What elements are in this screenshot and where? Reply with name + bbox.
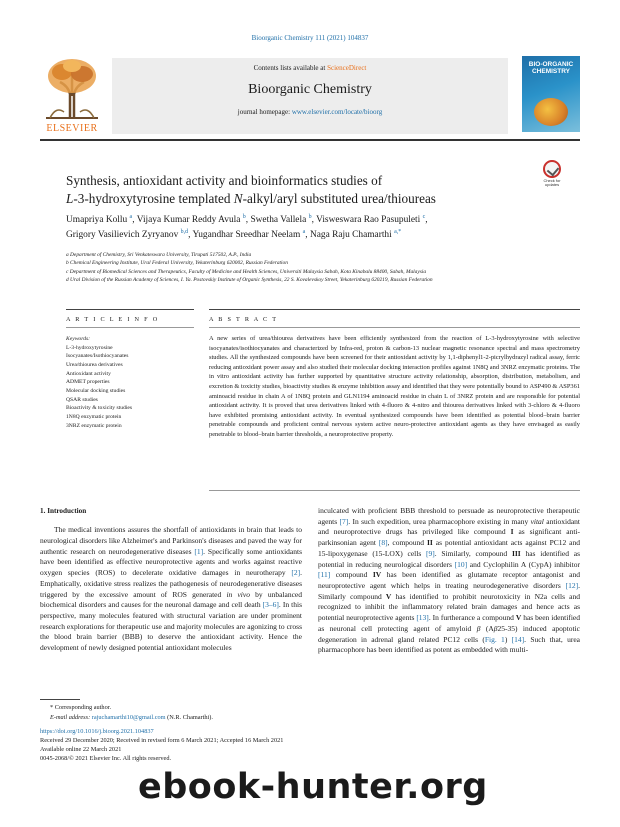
check-updates-icon xyxy=(543,160,561,178)
reference-link[interactable]: [9] xyxy=(426,548,435,558)
check-updates-label: Check for updates xyxy=(543,178,561,188)
text-run: . Such that, urea pharmacophore has been identified as potent as embedded with multi- xyxy=(318,634,580,655)
keyword-item: QSAR studies xyxy=(66,396,98,403)
title-segment: -3-hydroxytyrosine templated xyxy=(73,190,234,206)
text-run: (A xyxy=(480,623,494,633)
text-run: and Cyclophilin A (CypA) inhibitor xyxy=(467,559,580,569)
reference-link[interactable]: [7] xyxy=(339,516,349,526)
article-info-heading: A R T I C L E I N F O xyxy=(66,316,160,323)
journal-citation[interactable]: Bioorganic Chemistry 111 (2021) 104837 xyxy=(251,34,369,42)
received-dates: Received 29 December 2020; Received in revised form 6 March 2021; Accepted 16 March 2021 xyxy=(40,737,284,745)
section-heading-introduction: 1. Introduction xyxy=(40,507,87,515)
text-run: β xyxy=(476,623,481,633)
author-name[interactable]: Yugandhar Sreedhar Neelam xyxy=(192,230,301,241)
body-column-left xyxy=(40,506,302,654)
reference-link[interactable]: [10] xyxy=(454,559,468,569)
email-label: E-mail address: xyxy=(50,713,92,721)
text-run: 25-35) induced apoptotic degeneration in adrenal gland related PC12 cells ( xyxy=(318,623,580,644)
reference-link[interactable]: [14] xyxy=(511,634,525,644)
reference-link[interactable]: [1] xyxy=(194,546,204,556)
keyword-item: Bioactivity & toxicity studies xyxy=(66,405,133,412)
available-online: Available online 22 March 2021 xyxy=(40,746,122,754)
affiliation-item: c Department of Biomedical Sciences and Therapeutics, Faculty of Medicine and Health Sciences, Universiti Malaysia Sabah, Kota Kinabalu 88400, Sabah, Malaysia xyxy=(66,268,427,275)
text-run: has been identified as glutamate receptor antagonist and neuroprotective agent which helps in treating neurodegenerative disorders xyxy=(318,570,581,591)
abstract-text: A new series of urea/thiourea derivatives have been efficiently synthesized from the reaction of L-3-hydroxytyrosine with selective isocyanates/isothiocyanates and characterized by Infra-red, proton & carbon-13 nuclear magnetic resonance spectral and mass spectrometry studies. All the synthesized compounds have been screened for their antioxidant activity by 1,1-diphenyl1-2-picrylhydrazyl radical assay, ferric reducing antioxidant power assay and also studied their molecular docking interaction profiles against 1N8Q and 3NRZ enzymatic proteins. The in vitro antioxidant activity has further supported by quantitative structure activity relationship, absorption, distribution, metabolism, and excretion & toxicity studies, bioactivity studies & enzyme inhibition assay and identified that they were potentially bound to ASP490 & ASP361 aminoacid residue in chain A of 1N8Q protein and GLN1194 aminoacid residue in chain L of 3NRZ protein and are responsible for potential antioxidant activity. It is proved that urea derivatives linked with 4-fluoro & 4-nitro and thiourea derivatives linked with 3-chloro & 4-fluoro have exhibited promising antioxidant activity. In eventual synthesized compounds have been identified as potential blood–brain barrier penetrable compounds and proficient central nervous system active neuro-protective antioxidant agents as they have envisaged as easily penetrable to blood–brain barrier thresholds, a neuroprotective property. xyxy=(209,335,580,439)
watermark: ebook-hunter.org xyxy=(138,767,488,807)
author-affiliation-marker[interactable]: a xyxy=(129,214,133,220)
journal-header xyxy=(40,56,580,136)
text-run: β xyxy=(493,623,498,633)
text-run: antioxidant and neuroprotective drugs has privileged like compound xyxy=(318,516,580,537)
reference-link[interactable]: [13] xyxy=(416,613,429,623)
elsevier-logo[interactable] xyxy=(40,56,104,136)
reference-link[interactable]: [2] xyxy=(291,568,301,578)
keyword-item: Molecular docking studies xyxy=(66,387,126,394)
contents-line xyxy=(112,64,508,72)
title-segment-end: -alkyl/aryl substituted urea/thioureas xyxy=(242,190,436,206)
homepage-line xyxy=(112,108,508,116)
keyword-item: L-3-hydroxytyrosine xyxy=(66,344,113,351)
text-run: . Similarly, compound xyxy=(434,548,512,558)
article-title xyxy=(66,172,506,207)
elsevier-tree-icon xyxy=(40,56,104,122)
footnote-rule xyxy=(40,699,80,700)
elsevier-wordmark: ELSEVIER xyxy=(46,123,98,134)
article-info-subrule xyxy=(66,327,194,328)
reference-link[interactable]: [11] xyxy=(318,570,331,580)
keyword-item: Antioxidant activity xyxy=(66,370,111,377)
text-run: V xyxy=(385,591,392,601)
cover-image xyxy=(534,98,568,126)
affiliation-item: d Ural Division of the Russian Academy of Sciences, I. Ya. Postovskiy Institute of Organic Synthesis, 22 S. Kovalevskoy Street, Yekaterinburg 620219, Russian Federation xyxy=(66,277,433,284)
text-run: , compound xyxy=(387,538,427,548)
author-name[interactable]: Grigory Vasilievich Zyryanov xyxy=(66,230,179,241)
text-run: I xyxy=(510,527,514,537)
article-info-rule xyxy=(66,309,194,310)
text-run: IV xyxy=(372,570,382,580)
abstract-subrule xyxy=(209,327,580,328)
contents-prefix: Contents lists available at xyxy=(253,64,328,72)
author-list: Umapriya Kollu $^a$, Vijaya Kumar Reddy Avula $^b$, Swetha Vallela $^b$, Visweswara Rao Pasupuleti $^c$, Grigory Vasilievich Zyryanov $^{b,d}$, Yugandhar Sreedhar Neelam $^a$, Naga Raju Chamarthi $^{a,*}$ xyxy=(66,214,428,241)
keyword-item: Isocyanates/Isothiocyanates xyxy=(66,353,129,360)
email-link[interactable]: rajuchamarthi10@gmail.com xyxy=(91,713,166,721)
doi-link[interactable]: https://doi.org/10.1016/j.bioorg.2021.104837 xyxy=(40,728,154,735)
affiliation-list xyxy=(66,251,566,285)
affiliation-item: b Chemical Engineering Institute, Ural Federal University, Yekaterinburg 620002, Russian Federation xyxy=(66,260,288,267)
title-l-italic: L xyxy=(66,190,74,206)
copyright-line: 0045-2068/© 2021 Elsevier Inc. All rights reserved. xyxy=(40,755,172,763)
homepage-prefix: journal homepage: xyxy=(237,108,292,116)
text-run: in vivo xyxy=(226,589,250,599)
text-run: by unbalanced biochemical disorders and causes for the neuronal damage and cell death xyxy=(40,589,302,610)
title-line-2 xyxy=(66,190,506,208)
affiliation-item: a Department of Chemistry, Sri Venkateswara University, Tirupati 517502, A.P., India xyxy=(66,252,252,258)
text-run: has been identified as neuronal cell protecting agent of amyloid xyxy=(318,613,580,633)
author-affiliation-marker[interactable]: b xyxy=(242,214,246,220)
author-affiliation-marker[interactable]: a xyxy=(302,229,306,236)
cover-title: BIO-ORGANIC CHEMISTRY xyxy=(528,61,574,75)
abstract-bottom-rule xyxy=(209,490,580,491)
text-run: . Similarly compound xyxy=(318,581,580,601)
author-affiliation-marker[interactable]: b xyxy=(308,214,312,220)
header-divider xyxy=(40,139,580,141)
text-run: . In such expedition, urea pharmacophore existing in many xyxy=(348,516,531,526)
text-run: has identified to prohibit neurotoxicity in N2a cells and recognized to inhibit the inflammatory related brain damages and hence acts as potential neuroprotective agents xyxy=(318,591,580,623)
intro-paragraph-2 xyxy=(318,506,580,656)
keyword-item: 3NRZ enzymatic protein xyxy=(66,422,122,429)
text-run: . In furtherance a compound xyxy=(428,613,516,623)
author-name[interactable]: Naga Raju Chamarthi xyxy=(309,230,392,241)
keyword-item: 1N8Q enzymatic protein xyxy=(66,413,122,420)
text-run: as significant anti-parkinsonian agent xyxy=(318,527,580,548)
text-run: ) xyxy=(504,634,512,644)
author-affiliation-marker[interactable]: b,d xyxy=(180,229,189,236)
journal-info-box xyxy=(112,58,508,134)
author-name[interactable]: Swetha Vallela xyxy=(250,215,307,226)
title-line-1: Synthesis, antioxidant activity and bioinformatics studies of xyxy=(66,173,383,188)
text-run: inculcated with proficient BBB threshold to persuade as neuroprotective therapeutic agents xyxy=(318,506,580,526)
email-line xyxy=(40,713,340,723)
publication-info xyxy=(40,727,440,764)
author-affiliation-marker[interactable]: a,* xyxy=(394,229,402,236)
keyword-item: Urea/thiourea derivatives xyxy=(66,361,123,368)
text-run: . In this perspective, many molecules featured with structural variation are under prominent research explorations for therapeutic use and majority molecules are agonizing to cross the blood brain barrier (BBB) to deserve the antioxidant activity. Hence the development of newly designed potential antioxidant molecules xyxy=(40,600,302,653)
check-for-updates-button[interactable] xyxy=(538,160,566,190)
journal-cover-thumbnail[interactable] xyxy=(522,56,580,132)
title-n-italic: N xyxy=(233,190,243,206)
text-run: III xyxy=(511,548,521,558)
text-run: . Emphatically, oxidative stress realizes the pathogenesis of neurodegenerative diseases triggered by the excessive amount of ROS generated xyxy=(40,568,302,599)
intro-paragraph-1 xyxy=(40,525,302,654)
author-affiliation-marker[interactable]: c xyxy=(422,214,426,220)
author-name[interactable]: Umapriya Kollu xyxy=(66,215,128,226)
abstract-heading: A B S T R A C T xyxy=(209,316,278,323)
reference-link[interactable]: [12] xyxy=(565,581,579,591)
email-suffix: (N.R. Chamarthi). xyxy=(165,713,213,721)
reference-link[interactable]: Fig. 1 xyxy=(484,634,505,644)
text-run: has identified as potential in reducing neurological disorders xyxy=(318,548,580,569)
text-run: compound xyxy=(330,570,373,580)
corresponding-author-note: * Corresponding author. xyxy=(50,704,112,711)
homepage-link[interactable]: www.elsevier.com/locate/bioorg xyxy=(291,108,383,116)
body-column-right xyxy=(318,506,580,656)
text-run: vital xyxy=(530,516,544,526)
reference-link[interactable]: [3–6] xyxy=(262,600,279,610)
keywords-heading: Keywords: xyxy=(66,336,91,342)
sciencedirect-link[interactable]: ScienceDirect xyxy=(327,64,367,72)
keywords-list xyxy=(66,335,196,430)
keyword-item: ADMET properties xyxy=(66,379,110,386)
journal-title: Bioorganic Chemistry xyxy=(248,82,372,97)
text-run: II xyxy=(427,538,433,548)
text-run: . Specifically some antioxidants have been identified as effective neuroprotective agents and works against reactive oxygen species (ROS) to decelerate oxidative damages in neurotherapy xyxy=(40,546,302,578)
abstract-rule xyxy=(209,309,580,310)
author-name[interactable]: Visweswara Rao Pasupuleti xyxy=(316,215,421,226)
author-name[interactable]: Vijaya Kumar Reddy Avula xyxy=(136,215,241,226)
reference-link[interactable]: [8] xyxy=(378,538,388,548)
text-run: V xyxy=(515,613,522,623)
text-run: The medical inventions assures the shortfall of antioxidants in brain that leads to neurological disorders like Alzheimer's and Parkinson's diseases and paved the way for authentic research on neurodegenerative diseases xyxy=(40,525,302,556)
footnote xyxy=(40,703,340,723)
text-run: as potential antioxidant acts against PC12 and 15-lipoxygenase (15-LOX) cells xyxy=(318,538,580,558)
